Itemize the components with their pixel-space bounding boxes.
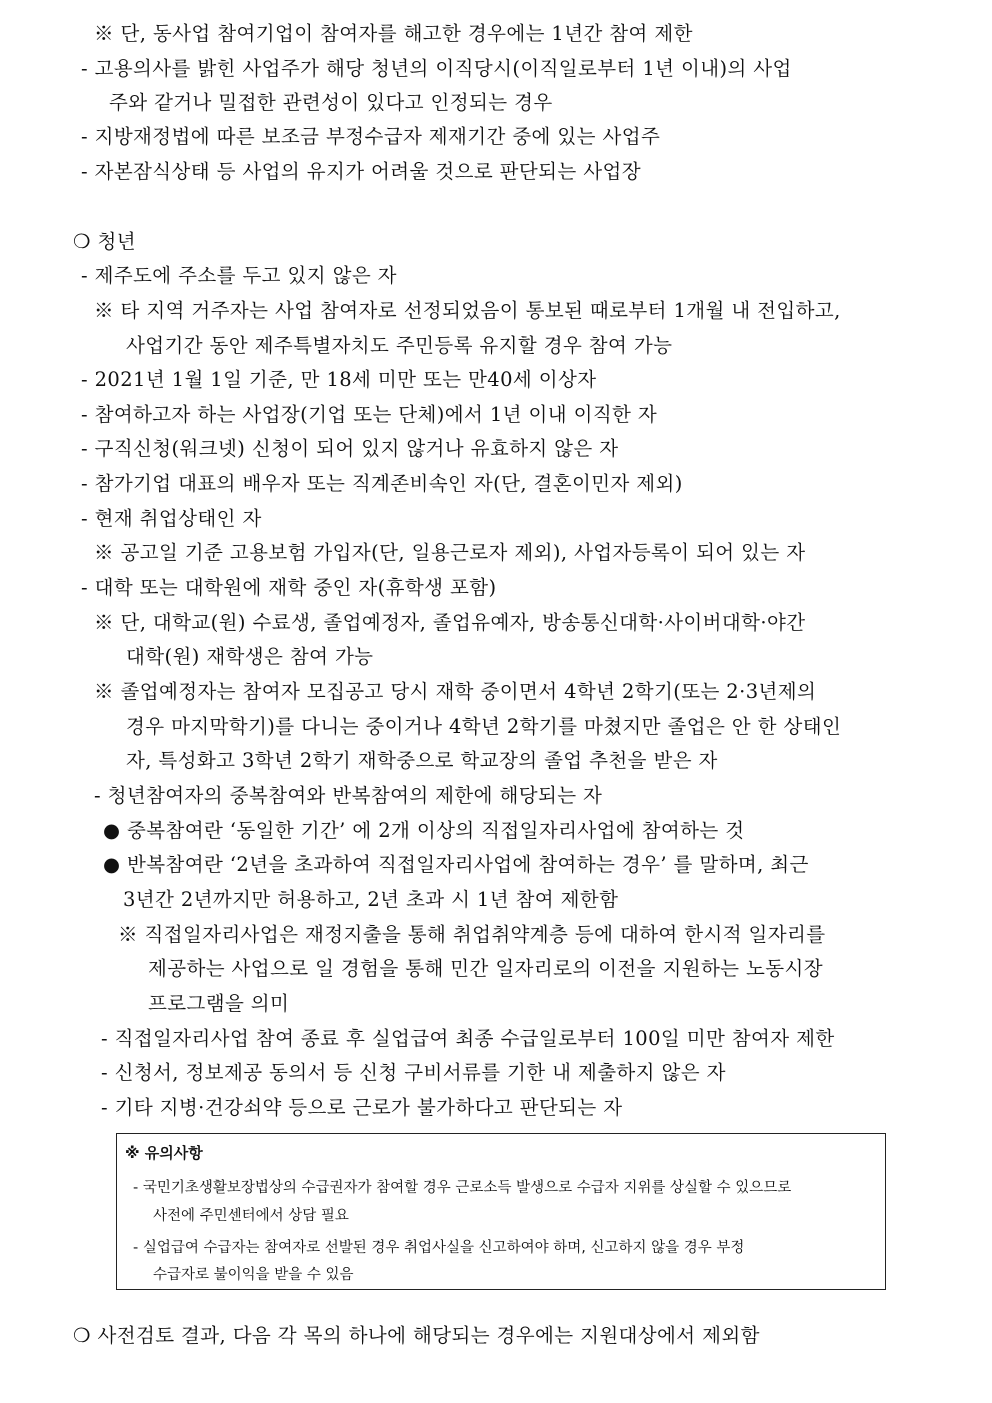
bullet-duplicate: ● 중복참여란 ‘동일한 기간’ 에 2개 이상의 직접일자리사업에 참여하는 것 <box>103 819 745 842</box>
caution-item-basic-livelihood: - 국민기초생활보장법상의 수급권자가 참여할 경우 근로소득 발생으로 수급자 지위를 상실할 수 있으므로 <box>133 1180 792 1196</box>
item-unemployment-benefit: - 직접일자리사업 참여 종료 후 실업급여 최종 수급일로부터 100일 미만 참여자 제한 <box>101 1027 835 1050</box>
section-heading-youth: ❍ 청년 <box>73 230 136 253</box>
note-other-region-cont: 사업기간 동안 제주특별자치도 주민등록 유지할 경우 참여 가능 <box>126 334 673 357</box>
note-enrolled-exception: ※ 단, 대학교(원) 수료생, 졸업예정자, 졸업유예자, 방송통신대학·사이버대학·야간 <box>94 611 806 634</box>
item-worknet: - 구직신청(워크넷) 신청이 되어 있지 않거나 유효하지 않은 자 <box>81 437 619 460</box>
item-related-employer: - 고용의사를 밝힌 사업주가 해당 청년의 이직당시(이직일로부터 1년 이내)의 사업 <box>81 57 792 80</box>
bullet-repeat: ● 반복참여란 ‘2년을 초과하여 직접일자리사업에 참여하는 경우’ 를 말하며, 최근 <box>103 853 809 876</box>
item-documents: - 신청서, 정보제공 동의서 등 신청 구비서류를 기한 내 제출하지 않은 자 <box>101 1061 726 1084</box>
caution-item-unemployment: - 실업급여 수급자는 참여자로 선발된 경우 취업사실을 신고하여야 하며, 신고하지 않을 경우 부정 <box>133 1240 745 1256</box>
item-employed: - 현재 취업상태인 자 <box>81 507 262 530</box>
item-capital-impairment: - 자본잠식상태 등 사업의 유지가 어려울 것으로 판단되는 사업장 <box>81 160 641 183</box>
caution-item-basic-livelihood-cont: 사전에 주민센터에서 상담 필요 <box>153 1208 349 1224</box>
item-duplicate-participation: - 청년참여자의 중복참여와 반복참여의 제한에 해당되는 자 <box>94 784 603 807</box>
note-enrolled-exception-cont: 대학(원) 재학생은 참여 가능 <box>126 645 374 668</box>
item-family: - 참가기업 대표의 배우자 또는 직계존비속인 자(단, 결혼이민자 제외) <box>81 472 683 495</box>
item-enrolled: - 대학 또는 대학원에 재학 중인 자(휴학생 포함) <box>81 576 497 599</box>
caution-item-unemployment-cont: 수급자로 불이익을 받을 수 있음 <box>153 1267 354 1283</box>
section-heading-pre-review: ❍ 사전검토 결과, 다음 각 목의 하나에 해당되는 경우에는 지원대상에서 제외함 <box>73 1324 760 1347</box>
note-graduate-cont-1: 경우 마지막학기)를 다니는 중이거나 4학년 2학기를 마쳤지만 졸업은 안 한 상태인 <box>126 715 842 738</box>
item-age-limit: - 2021년 1월 1일 기준, 만 18세 미만 또는 만40세 이상자 <box>81 368 597 391</box>
caution-title: ※ 유의사항 <box>125 1144 203 1162</box>
bullet-repeat-cont: 3년간 2년까지만 허용하고, 2년 초과 시 1년 참여 제한함 <box>123 888 619 911</box>
item-health: - 기타 지병·건강쇠약 등으로 근로가 불가하다고 판단되는 자 <box>101 1096 623 1119</box>
note-graduate-cont-2: 자, 특성화고 3학년 2학기 재학중으로 학교장의 졸업 추천을 받은 자 <box>126 749 718 772</box>
note-graduate: ※ 졸업예정자는 참여자 모집공고 당시 재학 중이면서 4학년 2학기(또는 2·3년제의 <box>94 680 817 703</box>
item-subsidy-sanction: - 지방재정법에 따른 보조금 부정수급자 제재기간 중에 있는 사업주 <box>81 125 661 148</box>
item-no-jeju-address: - 제주도에 주소를 두고 있지 않은 자 <box>81 264 397 287</box>
note-insurance: ※ 공고일 기준 고용보험 가입자(단, 일용근로자 제외), 사업자등록이 되어 있는 자 <box>94 541 806 564</box>
caution-box <box>116 1133 886 1290</box>
note-other-region: ※ 타 지역 거주자는 사업 참여자로 선정되었음이 통보된 때로부터 1개월 내 전입하고, <box>94 299 841 322</box>
item-related-employer-cont: 주와 같거나 밀접한 관련성이 있다고 인정되는 경우 <box>109 91 553 114</box>
restriction-note-dismissal: ※ 단, 동사업 참여기업이 참여자를 해고한 경우에는 1년간 참여 제한 <box>94 22 693 45</box>
note-direct-job: ※ 직접일자리사업은 재정지출을 통해 취업취약계층 등에 대하여 한시적 일자리를 <box>118 923 826 946</box>
note-direct-job-cont-2: 프로그램을 의미 <box>148 992 290 1015</box>
item-recent-leave: - 참여하고자 하는 사업장(기업 또는 단체)에서 1년 이내 이직한 자 <box>81 403 658 426</box>
note-direct-job-cont-1: 제공하는 사업으로 일 경험을 통해 민간 일자리로의 이전을 지원하는 노동시장 <box>148 957 823 980</box>
